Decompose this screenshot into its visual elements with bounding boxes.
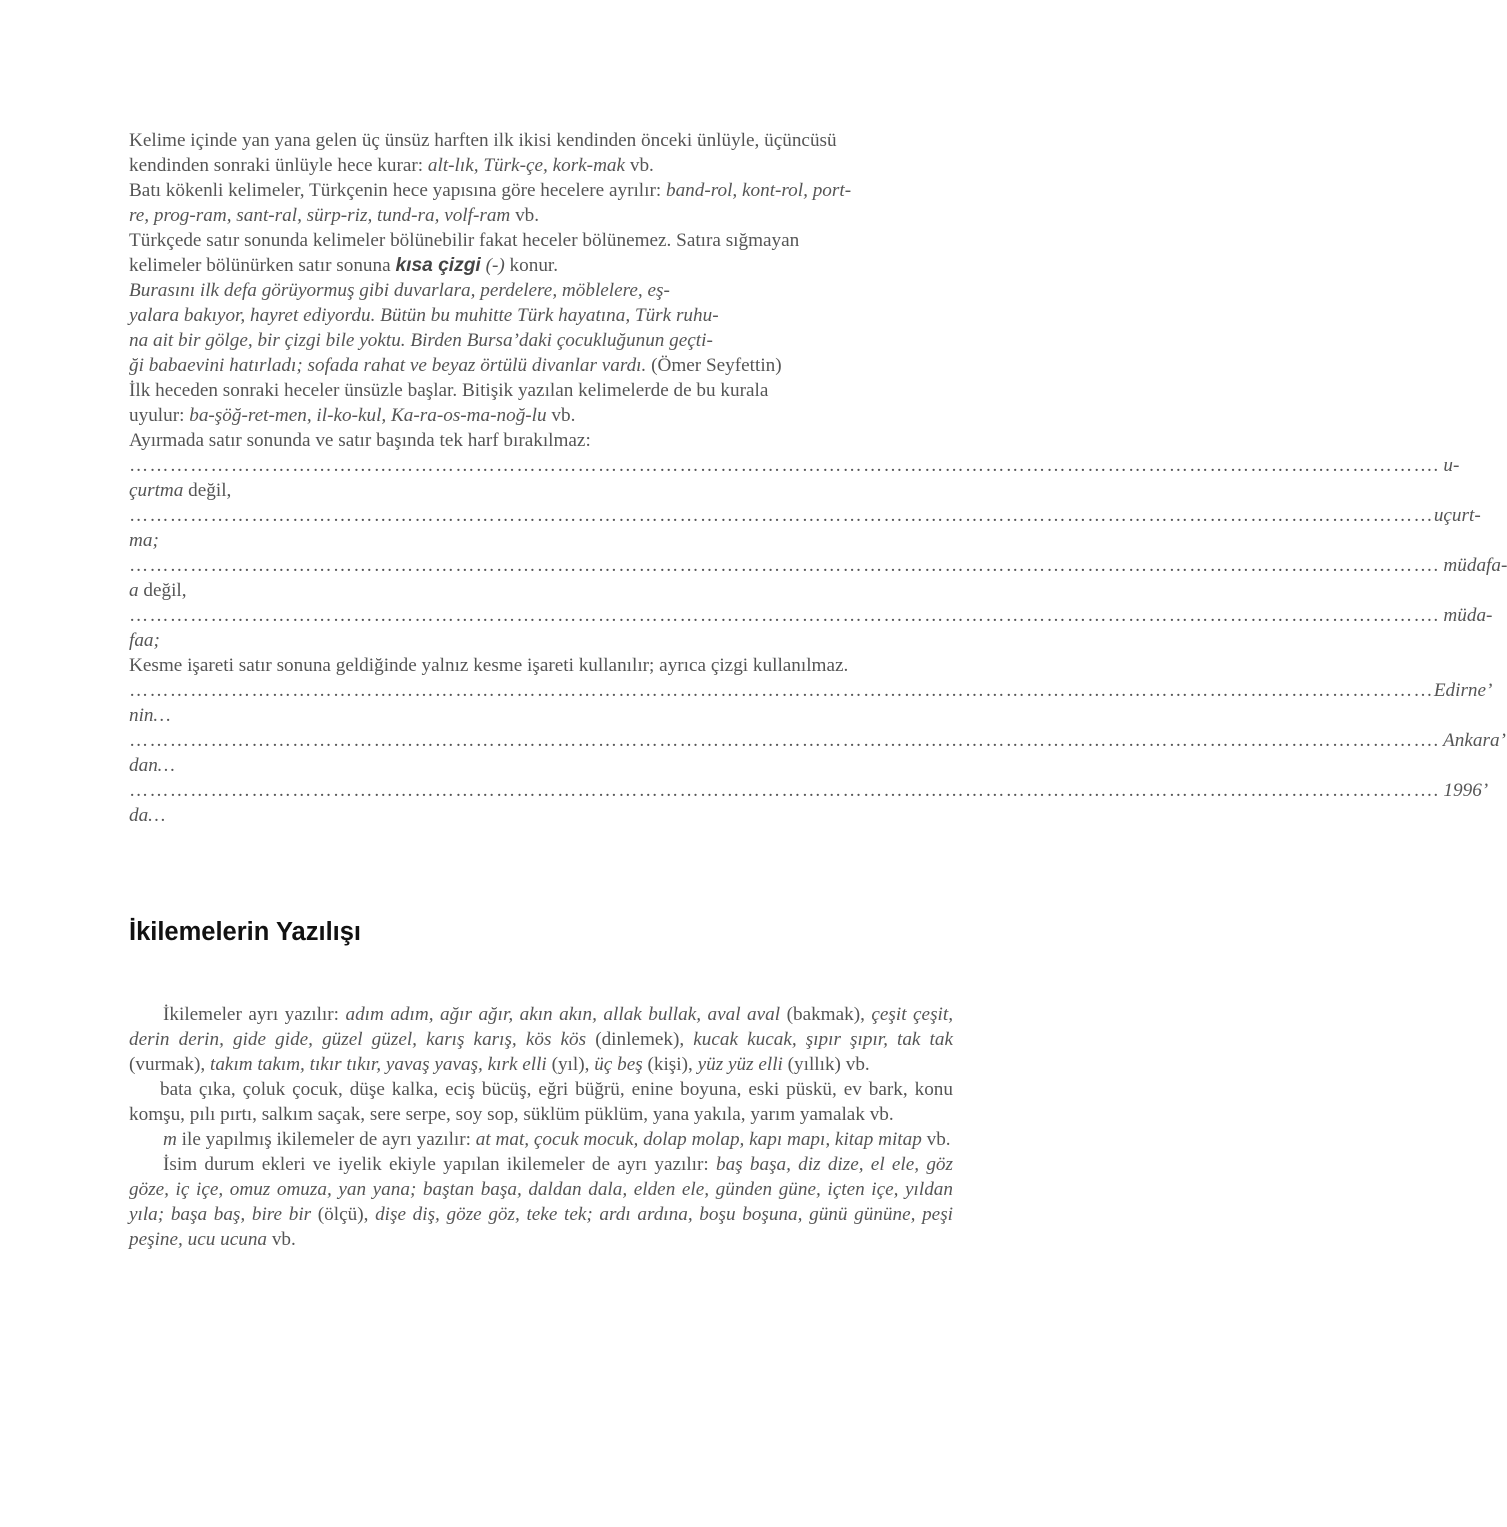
dotted-leader: ………………………………………………………………………………………………………………………………………………………………………… xyxy=(129,780,1434,801)
paragraph-reduplication-2: bata çıka, çoluk çocuk, düşe kalka, eciş bücüş, eğri büğrü, enine boyuna, eski püskü, ev bark, konu komşu, pılı pırtı, salkım saçak, sere serpe, soy sop, süklüm püklüm, yana yakıla, yarım yamalak vb. xyxy=(129,1079,953,1125)
example-line-4-continued: faa; xyxy=(129,630,160,651)
example-line-5-continued: nin… xyxy=(129,705,171,726)
paragraph-reduplication-m xyxy=(129,1127,953,1152)
text-run: (ölçü), xyxy=(311,1204,376,1225)
section-heading: İkilemelerin Yazılışı xyxy=(129,918,362,946)
text-run: (bakmak), xyxy=(780,1004,872,1025)
rule-line-break-line-1: Türkçede satır sonunda kelimeler bölünebilir fakat heceler bölünemez. Satıra sığmayan xyxy=(129,230,800,251)
paragraph-reduplication-case-suffix xyxy=(129,1152,953,1252)
quote-author: (Ömer Seyfettin) xyxy=(646,355,782,376)
rule-foreign-words-line-1: Batı kökenli kelimeler, Türkçenin hece yapısına göre hecelere ayrılır: band-rol, kont-rol, port- xyxy=(129,180,852,201)
example-line-2-continued: ma; xyxy=(129,530,159,551)
quote-line-2: yalara bakıyor, hayret ediyordu. Bütün bu muhitte Türk hayatına, Türk ruhu- xyxy=(129,305,719,326)
dotted-leader: ………………………………………………………………………………………………………………………………………………………………………… xyxy=(129,455,1434,476)
example-words: ba-şöğ-ret-men, il-ko-kul, Ka-ra-os-ma-noğ-lu xyxy=(189,405,547,426)
example-line-7-continued: da… xyxy=(129,805,166,826)
example-words: kucak kucak, şıpır şıpır, tak tak xyxy=(693,1029,953,1050)
example-words: yüz yüz elli xyxy=(697,1054,783,1075)
quote-line-3: na ait bir gölge, bir çizgi bile yoktu. Birden Bursa’daki çocukluğunun geçti- xyxy=(129,330,713,351)
example-line-7: ………………………………………………………………………………………………………………………………………………………………………… . 1996’ xyxy=(129,780,1489,801)
rule-three-consonants-line-2: kendinden sonraki ünlüyle hece kurar: alt-lık, Türk-çe, kork-mak vb. xyxy=(129,155,654,176)
text-run: (vurmak), xyxy=(129,1054,210,1075)
rule-foreign-words-line-2: re, prog-ram, sant-ral, sürp-riz, tund-ra, volf-ram vb. xyxy=(129,205,540,226)
text-run: ile yapılmış ikilemeler de ayrı yazılır: xyxy=(176,1129,476,1150)
rule-apostrophe: Kesme işareti satır sonuna geldiğinde yalnız kesme işareti kullanılır; ayrıca çizgi kullanılmaz. xyxy=(129,655,849,676)
quote-line-1: Burasını ilk defa görüyormuş gibi duvarlara, perdelere, möblelere, eş- xyxy=(129,280,670,301)
example-line-5: ………………………………………………………………………………………………………………………………………………………………………… Edirne’ xyxy=(129,680,1493,701)
example-words: takım takım, tıkır tıkır, yavaş yavaş, kırk elli xyxy=(210,1054,547,1075)
example-words: dişe diş, göze göz, teke tek; ardı ardına, boşu boşuna, günü gününe, peşi peşine, ucu ucuna xyxy=(129,1204,953,1250)
rule-consonant-start-line-1: İlk heceden sonraki heceler ünsüzle başlar. Bitişik yazılan kelimelerde de bu kurala xyxy=(129,380,769,401)
syllabification-section xyxy=(129,128,1507,828)
example-words: alt-lık, Türk-çe, kork-mak xyxy=(427,155,626,176)
example-words: baş başa, diz dize, el ele, göz göze, iç içe, omuz omuza, yan yana; baştan başa, daldan dala, elden ele, günden güne, içten içe, yıldan yıla; başa baş, bire bir xyxy=(129,1154,953,1225)
example-line-6-continued: dan… xyxy=(129,755,175,776)
example-line-3-continued: a değil, xyxy=(129,580,187,601)
text-run: İsim durum ekleri ve iyelik ekiyle yapılan ikilemeler de ayrı yazılır: xyxy=(163,1154,716,1175)
text-run: vb. xyxy=(921,1129,951,1150)
rule-line-break-line-2: kelimeler bölünürken satır sonuna kısa çizgi (-) konur. xyxy=(129,255,559,276)
quote-line-4: ği babaevini hatırladı; sofada rahat ve beyaz örtülü divanlar vardı. (Ömer Seyfettin) xyxy=(129,355,782,376)
example-words: çeşit çeşit, derin derin, gide gide, güzel güzel, karış karış, kös kös xyxy=(129,1004,953,1050)
text-run: (yıllık) vb. xyxy=(782,1054,870,1075)
example-line-1-continued: çurtma değil, xyxy=(129,480,232,501)
dotted-leader: ………………………………………………………………………………………………………………………………………………………………………… xyxy=(129,505,1434,526)
text-run: İkilemeler ayrı yazılır: xyxy=(163,1004,346,1025)
dotted-leader: ………………………………………………………………………………………………………………………………………………………………………… xyxy=(129,730,1434,751)
example-words: band-rol, kont-rol, port- xyxy=(665,180,852,201)
paragraph-reduplication-1 xyxy=(129,1002,953,1077)
dotted-leader: ………………………………………………………………………………………………………………………………………………………………………… xyxy=(129,605,1434,626)
reduplication-section xyxy=(129,1002,953,1252)
rule-consonant-start-line-2: uyulur: ba-şöğ-ret-men, il-ko-kul, Ka-ra-os-ma-noğ-lu vb. xyxy=(129,405,576,426)
dotted-leader: ………………………………………………………………………………………………………………………………………………………………………… xyxy=(129,555,1434,576)
text-run: vb. xyxy=(267,1229,296,1250)
example-words: m xyxy=(163,1129,177,1150)
text-run: (yıl), xyxy=(546,1054,595,1075)
dotted-leader: ………………………………………………………………………………………………………………………………………………………………………… xyxy=(129,680,1434,701)
example-words: adım adım, ağır ağır, akın akın, allak bullak, aval aval xyxy=(345,1004,781,1025)
text-run: (dinlemek), xyxy=(586,1029,694,1050)
short-dash-term: kısa çizgi xyxy=(395,255,481,276)
example-line-4: ………………………………………………………………………………………………………………………………………………………………………… . müda- xyxy=(129,605,1493,626)
example-line-2: ………………………………………………………………………………………………………………………………………………………………………… uçurt- xyxy=(129,505,1481,526)
example-line-6: ………………………………………………………………………………………………………………………………………………………………………… . Ankara’ xyxy=(129,730,1506,751)
example-line-1: ………………………………………………………………………………………………………………………………………………………………………… . u- xyxy=(129,455,1460,476)
example-words: at mat, çocuk mocuk, dolap molap, kapı mapı, kitap mitap xyxy=(475,1129,922,1150)
rule-single-letter: Ayırmada satır sonunda ve satır başında tek harf bırakılmaz: xyxy=(129,430,591,451)
example-line-3: ………………………………………………………………………………………………………………………………………………………………………… . müdafa- xyxy=(129,555,1507,576)
example-words: üç beş xyxy=(594,1054,643,1075)
text-run: (kişi), xyxy=(642,1054,698,1075)
example-words: re, prog-ram, sant-ral, sürp-riz, tund-ra, volf-ram xyxy=(129,205,511,226)
rule-three-consonants-line-1: Kelime içinde yan yana gelen üç ünsüz harften ilk ikisi kendinden önceki ünlüyle, üçüncüsü xyxy=(129,130,837,151)
